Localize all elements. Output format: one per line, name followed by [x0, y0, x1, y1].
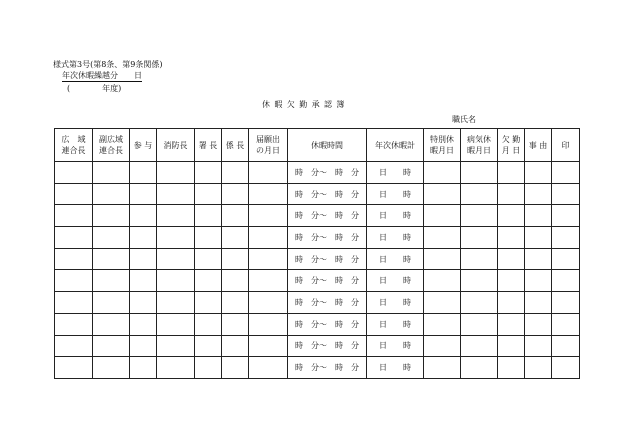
- ledger-cell[interactable]: [130, 292, 157, 314]
- days-hours-text: 日 時: [379, 254, 411, 264]
- annual-leave-total-cell[interactable]: [367, 227, 424, 249]
- ledger-cell[interactable]: [222, 270, 249, 292]
- annual-leave-total-cell[interactable]: [367, 183, 424, 205]
- leave-time-range-cell[interactable]: [288, 227, 367, 249]
- ledger-cell[interactable]: [525, 248, 552, 270]
- annual-leave-total-cell[interactable]: [367, 292, 424, 314]
- leave-time-range-cell[interactable]: [288, 270, 367, 292]
- time-range-text: 時 分〜 時 分: [295, 297, 359, 307]
- ledger-cell[interactable]: [93, 270, 130, 292]
- time-range-text: 時 分〜 時 分: [295, 341, 359, 351]
- staff-name-label: 職氏名: [452, 115, 476, 124]
- ledger-cell[interactable]: [498, 248, 525, 270]
- time-range-text: 時 分〜 時 分: [295, 232, 359, 242]
- ledger-cell[interactable]: [552, 292, 580, 314]
- ledger-cell[interactable]: [498, 335, 525, 357]
- time-range-text: 時 分〜 時 分: [295, 363, 359, 373]
- ledger-cell[interactable]: [525, 205, 552, 227]
- ledger-cell[interactable]: [424, 292, 461, 314]
- ledger-cell[interactable]: [525, 357, 552, 379]
- leave-time-range-cell[interactable]: [288, 357, 367, 379]
- ledger-cell[interactable]: [498, 205, 525, 227]
- header-annual-leave-total: 年次休暇計: [367, 129, 424, 162]
- leave-time-range-cell[interactable]: [288, 162, 367, 184]
- ledger-cell[interactable]: [157, 205, 195, 227]
- leave-time-range-cell[interactable]: [288, 292, 367, 314]
- ledger-cell[interactable]: [249, 357, 288, 379]
- ledger-cell[interactable]: [498, 183, 525, 205]
- ledger-cell[interactable]: [552, 313, 580, 335]
- table-row: [55, 205, 580, 227]
- ledger-cell[interactable]: [461, 357, 498, 379]
- ledger-cell[interactable]: [222, 313, 249, 335]
- header-regional-union-head: 広 域 連合長: [55, 129, 93, 162]
- annual-leave-total-cell[interactable]: [367, 162, 424, 184]
- ledger-cell[interactable]: [552, 335, 580, 357]
- table-row: [55, 313, 580, 335]
- time-range-text: 時 分〜 時 分: [295, 319, 359, 329]
- ledger-cell[interactable]: [461, 313, 498, 335]
- ledger-cell[interactable]: [195, 183, 222, 205]
- document-title: 休暇欠勤承認簿: [262, 100, 349, 109]
- ledger-cell[interactable]: [93, 227, 130, 249]
- days-hours-text: 日 時: [379, 211, 411, 221]
- leave-time-range-cell[interactable]: [288, 335, 367, 357]
- ledger-cell[interactable]: [552, 248, 580, 270]
- table-row: [55, 357, 580, 379]
- ledger-cell[interactable]: [93, 162, 130, 184]
- annual-leave-total-cell[interactable]: [367, 335, 424, 357]
- ledger-cell[interactable]: [93, 292, 130, 314]
- days-hours-text: 日 時: [379, 297, 411, 307]
- ledger-cell[interactable]: [93, 335, 130, 357]
- ledger-cell[interactable]: [93, 313, 130, 335]
- table-row: [55, 183, 580, 205]
- ledger-cell[interactable]: [525, 227, 552, 249]
- ledger-cell[interactable]: [525, 292, 552, 314]
- ledger-cell[interactable]: [461, 162, 498, 184]
- ledger-cell[interactable]: [461, 205, 498, 227]
- ledger-cell[interactable]: [424, 248, 461, 270]
- ledger-cell[interactable]: [195, 292, 222, 314]
- ledger-cell[interactable]: [424, 335, 461, 357]
- ledger-cell[interactable]: [552, 357, 580, 379]
- ledger-cell[interactable]: [424, 313, 461, 335]
- ledger-cell[interactable]: [424, 183, 461, 205]
- ledger-cell[interactable]: [195, 270, 222, 292]
- ledger-cell[interactable]: [222, 205, 249, 227]
- header-special-leave-date: 特別休 暇月日: [424, 129, 461, 162]
- header-seal: 印: [552, 129, 580, 162]
- ledger-cell[interactable]: [552, 270, 580, 292]
- ledger-cell[interactable]: [424, 162, 461, 184]
- ledger-cell[interactable]: [93, 183, 130, 205]
- ledger-cell[interactable]: [249, 270, 288, 292]
- time-range-text: 時 分〜 時 分: [295, 167, 359, 177]
- ledger-cell[interactable]: [55, 248, 93, 270]
- ledger-cell[interactable]: [424, 227, 461, 249]
- ledger-cell[interactable]: [130, 227, 157, 249]
- ledger-cell[interactable]: [130, 205, 157, 227]
- ledger-cell[interactable]: [130, 248, 157, 270]
- ledger-cell[interactable]: [130, 270, 157, 292]
- annual-leave-total-cell[interactable]: [367, 205, 424, 227]
- ledger-cell[interactable]: [157, 357, 195, 379]
- ledger-cell[interactable]: [130, 183, 157, 205]
- ledger-cell[interactable]: [157, 335, 195, 357]
- leave-approval-ledger: [54, 128, 580, 379]
- ledger-cell[interactable]: [498, 162, 525, 184]
- header-deputy-regional-union-head: 副広域 連合長: [93, 129, 130, 162]
- leave-time-range-cell[interactable]: [288, 248, 367, 270]
- ledger-cell[interactable]: [157, 183, 195, 205]
- ledger-cell[interactable]: [222, 335, 249, 357]
- table-row: [55, 270, 580, 292]
- ledger-cell[interactable]: [157, 292, 195, 314]
- ledger-cell[interactable]: [461, 227, 498, 249]
- annual-leave-total-cell[interactable]: [367, 357, 424, 379]
- ledger-cell[interactable]: [157, 162, 195, 184]
- ledger-cell[interactable]: [424, 205, 461, 227]
- ledger-cell[interactable]: [525, 162, 552, 184]
- ledger-cell[interactable]: [461, 248, 498, 270]
- ledger-cell[interactable]: [195, 227, 222, 249]
- leave-time-range-cell[interactable]: [288, 183, 367, 205]
- ledger-cell[interactable]: [222, 227, 249, 249]
- time-range-text: 時 分〜 時 分: [295, 211, 359, 221]
- ledger-cell[interactable]: [55, 162, 93, 184]
- time-range-text: 時 分〜 時 分: [295, 254, 359, 264]
- header-sick-leave-date: 病気休 暇月日: [461, 129, 498, 162]
- time-range-text: 時 分〜 時 分: [295, 189, 359, 199]
- ledger-cell[interactable]: [55, 357, 93, 379]
- ledger-cell[interactable]: [222, 183, 249, 205]
- ledger-cell[interactable]: [249, 335, 288, 357]
- header-absence-date: 欠 勤 月 日: [498, 129, 525, 162]
- header-section-chief: 係 長: [222, 129, 249, 162]
- header-fire-chief: 消防長: [157, 129, 195, 162]
- ledger-cell[interactable]: [93, 205, 130, 227]
- ledger-cell[interactable]: [195, 248, 222, 270]
- ledger-cell[interactable]: [55, 205, 93, 227]
- ledger-cell[interactable]: [552, 162, 580, 184]
- ledger-cell[interactable]: [130, 335, 157, 357]
- ledger-cell[interactable]: [55, 183, 93, 205]
- fiscal-year-label: ( 年度): [67, 84, 122, 93]
- ledger-cell[interactable]: [249, 248, 288, 270]
- ledger-cell[interactable]: [249, 205, 288, 227]
- ledger-cell[interactable]: [249, 183, 288, 205]
- days-hours-text: 日 時: [379, 167, 411, 177]
- days-hours-text: 日 時: [379, 319, 411, 329]
- header-submission-date: 届願出 の月日: [249, 129, 288, 162]
- ledger-cell[interactable]: [552, 227, 580, 249]
- days-hours-text: 日 時: [379, 363, 411, 373]
- header-councilor: 参 与: [130, 129, 157, 162]
- ledger-cell[interactable]: [249, 162, 288, 184]
- ledger-cell[interactable]: [525, 183, 552, 205]
- ledger-cell[interactable]: [195, 313, 222, 335]
- ledger-cell[interactable]: [93, 357, 130, 379]
- days-hours-text: 日 時: [379, 189, 411, 199]
- days-hours-text: 日 時: [379, 276, 411, 286]
- ledger-cell[interactable]: [249, 292, 288, 314]
- ledger-cell[interactable]: [525, 270, 552, 292]
- ledger-cell[interactable]: [222, 248, 249, 270]
- ledger-cell[interactable]: [93, 248, 130, 270]
- ledger-cell[interactable]: [222, 292, 249, 314]
- annual-leave-total-cell[interactable]: [367, 313, 424, 335]
- ledger-cell[interactable]: [157, 227, 195, 249]
- leave-time-range-cell[interactable]: [288, 313, 367, 335]
- form-number-label: 様式第3号(第8条、第9条関係): [53, 60, 163, 69]
- ledger-cell[interactable]: [222, 357, 249, 379]
- days-hours-text: 日 時: [379, 232, 411, 242]
- header-reason: 事 由: [525, 129, 552, 162]
- ledger-cell[interactable]: [195, 162, 222, 184]
- ledger-cell[interactable]: [55, 292, 93, 314]
- ledger-cell[interactable]: [195, 335, 222, 357]
- ledger-cell[interactable]: [525, 313, 552, 335]
- ledger-cell[interactable]: [249, 227, 288, 249]
- ledger-cell[interactable]: [249, 313, 288, 335]
- ledger-cell[interactable]: [55, 270, 93, 292]
- annual-leave-total-cell[interactable]: [367, 248, 424, 270]
- ledger-rows: [55, 162, 580, 379]
- ledger-cell[interactable]: [157, 313, 195, 335]
- ledger-cell[interactable]: [222, 162, 249, 184]
- ledger-cell[interactable]: [498, 227, 525, 249]
- ledger-cell[interactable]: [55, 335, 93, 357]
- ledger-cell[interactable]: [552, 205, 580, 227]
- ledger-cell[interactable]: [55, 227, 93, 249]
- ledger-cell[interactable]: [525, 335, 552, 357]
- header-station-chief: 署 長: [195, 129, 222, 162]
- table-row: [55, 292, 580, 314]
- ledger-cell[interactable]: [461, 183, 498, 205]
- ledger-cell[interactable]: [552, 183, 580, 205]
- leave-time-range-cell[interactable]: [288, 205, 367, 227]
- ledger-cell[interactable]: [498, 313, 525, 335]
- ledger-cell[interactable]: [195, 357, 222, 379]
- table-row: [55, 335, 580, 357]
- annual-leave-total-cell[interactable]: [367, 270, 424, 292]
- ledger-cell[interactable]: [55, 313, 93, 335]
- time-range-text: 時 分〜 時 分: [295, 276, 359, 286]
- ledger-cell[interactable]: [195, 205, 222, 227]
- ledger-cell[interactable]: [130, 162, 157, 184]
- header-row: [55, 129, 580, 162]
- ledger-cell[interactable]: [157, 270, 195, 292]
- ledger-cell[interactable]: [461, 335, 498, 357]
- ledger-cell[interactable]: [461, 270, 498, 292]
- table-row: [55, 162, 580, 184]
- annual-leave-carryover-label: 年次休暇繰越分 日: [62, 71, 142, 80]
- ledger-cell[interactable]: [130, 357, 157, 379]
- table-row: [55, 227, 580, 249]
- header-leave-hours: 休暇時間: [288, 129, 367, 162]
- ledger-cell[interactable]: [498, 270, 525, 292]
- ledger-cell[interactable]: [498, 357, 525, 379]
- ledger-cell[interactable]: [130, 313, 157, 335]
- days-hours-text: 日 時: [379, 341, 411, 351]
- table-row: [55, 248, 580, 270]
- ledger-cell[interactable]: [461, 292, 498, 314]
- ledger-cell[interactable]: [157, 248, 195, 270]
- ledger-cell[interactable]: [424, 270, 461, 292]
- ledger-cell[interactable]: [498, 292, 525, 314]
- ledger-cell[interactable]: [424, 357, 461, 379]
